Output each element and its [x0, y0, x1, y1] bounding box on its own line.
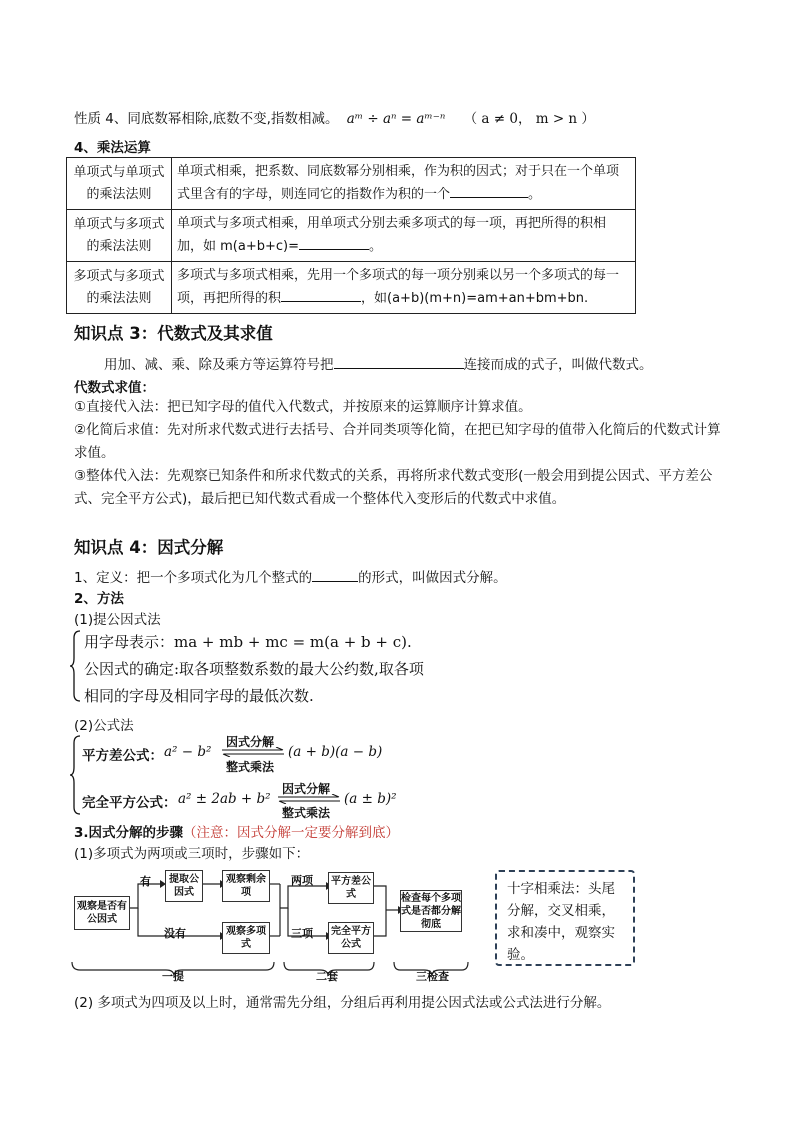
property-4-formula: aᵐ ÷ aⁿ = aᵐ⁻ⁿ: [346, 111, 446, 127]
steps-case-1: (1)多项式为两项或三项时，步骤如下：: [74, 846, 310, 862]
m1-line: 公因式的确定:取各项整数系数的最大公约数,取各项: [84, 660, 424, 678]
flow-check-box: 检查每个多项式是否都分解彻底: [400, 890, 462, 932]
flow-three-label: 三项: [291, 927, 313, 940]
flow-observe-poly-box: 观察多项式: [222, 922, 270, 954]
flow-stage-1: 一提: [162, 970, 184, 983]
kp3-eval-title: 代数式求值：: [74, 380, 155, 396]
mult-rules-table: [66, 157, 636, 314]
flow-stage-3: 三检查: [416, 970, 449, 983]
arrow-bottom-label: 整式乘法: [226, 760, 275, 774]
method-item: ①直接代入法：把已知字母的值代入代数式，并按原来的运算顺序计算求值。: [74, 399, 532, 415]
row-text: 单项式与多项式相乘，用单项式分别去乘多项式的每一项，再把所得的积相加，如 m(a+b+c)= 。: [172, 210, 636, 262]
flow-stage-2: 二套: [316, 970, 338, 983]
steps-heading: 3.因式分解的步骤（注意：因式分解一定要分解到底）: [74, 825, 400, 841]
perfect-sq-rhs: (a ± b)²: [344, 791, 397, 807]
arrow-top-label: 因式分解: [282, 782, 331, 796]
row-head: 单项式与多项式的乘法法则: [67, 210, 172, 262]
property-4-condition: （ a ≠ 0， m > n ）: [463, 111, 595, 127]
diff-sq-lhs: a² − b²: [164, 744, 212, 760]
arrow-bottom-label: 整式乘法: [282, 806, 331, 820]
property-4-label: 性质 4、同底数幂相除,底数不变,指数相减。: [74, 111, 339, 127]
double-arrow-icon: [220, 747, 286, 757]
fill-blank[interactable]: [312, 567, 358, 582]
arrow-top-label: 因式分解: [226, 735, 275, 749]
kp3-title: 知识点 3：代数式及其求值: [74, 324, 273, 343]
steps-case-2: (2) 多项式为四项及以上时，通常需先分组，分组后再利用提公因式法或公式法进行分解。: [74, 995, 611, 1011]
flow-diff-sq-box: 平方差公式: [328, 872, 374, 904]
kp4-title: 知识点 4：因式分解: [74, 538, 224, 557]
kp3-definition: 用加、减、乘、除及乘方等运算符号把 连接而成的式子，叫做代数式。: [104, 353, 653, 373]
table-row: [67, 210, 636, 262]
cross-multiplication-tip: 十字相乘法：头尾分解，交叉相乘，求和凑中，观察实验。: [495, 870, 635, 966]
kp4-method-title: 2、方法: [74, 591, 124, 607]
row-head: 多项式与多项式的乘法法则: [67, 262, 172, 314]
flow-no-label: 没有: [164, 927, 186, 940]
m1-line: 用字母表示：ma + mb + mc = m(a + b + c).: [84, 633, 412, 651]
brace-icon: [70, 735, 82, 815]
perfect-sq-lhs: a² ± 2ab + b²: [178, 791, 271, 807]
fill-blank[interactable]: [299, 235, 369, 250]
table-row: [67, 158, 636, 210]
fill-blank[interactable]: [334, 354, 464, 369]
diff-sq-rhs: (a + b)(a − b): [288, 744, 383, 760]
perfect-sq-label: 完全平方公式：: [82, 795, 177, 811]
flow-yes-label: 有: [140, 875, 151, 888]
table-row: [67, 262, 636, 314]
row-text: 单项式相乘，把系数、同底数幂分别相乘，作为积的因式；对于只在一个单项式里含有的字母，则连同它的指数作为积的一个 。: [172, 158, 636, 210]
brace-icon: [70, 630, 82, 702]
fill-blank[interactable]: [450, 183, 528, 198]
property-4-line: [74, 107, 595, 127]
diff-sq-label: 平方差公式：: [82, 748, 163, 764]
flow-two-label: 两项: [291, 874, 313, 887]
m1-title: (1)提公因式法: [74, 612, 161, 628]
flow-perfect-sq-box: 完全平方公式: [328, 922, 374, 954]
method-item: ③整体代入法：先观察已知条件和所求代数式的关系，再将所求代数式变形(一般会用到提公因式、平方差公式、完全平方公式)，最后把已知代数式看成一个整体代入变形后的代数式中求值。: [74, 468, 713, 507]
kp4-definition: 1、定义：把一个多项式化为几个整式的 的形式，叫做因式分解。: [74, 566, 507, 586]
flow-observe-rest-box: 观察剩余项: [222, 870, 270, 902]
kp3-methods: [74, 396, 724, 511]
double-arrow-icon: [276, 794, 342, 804]
m2-title: (2)公式法: [74, 718, 134, 734]
flow-extract-box: 提取公因式: [165, 870, 203, 902]
m1-line: 相同的字母及相同字母的最低次数.: [84, 687, 314, 705]
fill-blank[interactable]: [281, 287, 361, 302]
mult-section-title: 4、乘法运算: [74, 140, 151, 156]
row-head: 单项式与单项式的乘法法则: [67, 158, 172, 210]
flow-start-box: 观察是否有公因式: [74, 896, 130, 930]
method-item: ②化简后求值：先对所求代数式进行去括号、合并同类项等化简，在把已知字母的值带入化简后的代数式计算求值。: [74, 422, 721, 461]
row-text: 多项式与多项式相乘，先用一个多项式的每一项分别乘以另一个多项式的每一项，再把所得的积 ，如(a+b)(m+n)=am+an+bm+bn.: [172, 262, 636, 314]
